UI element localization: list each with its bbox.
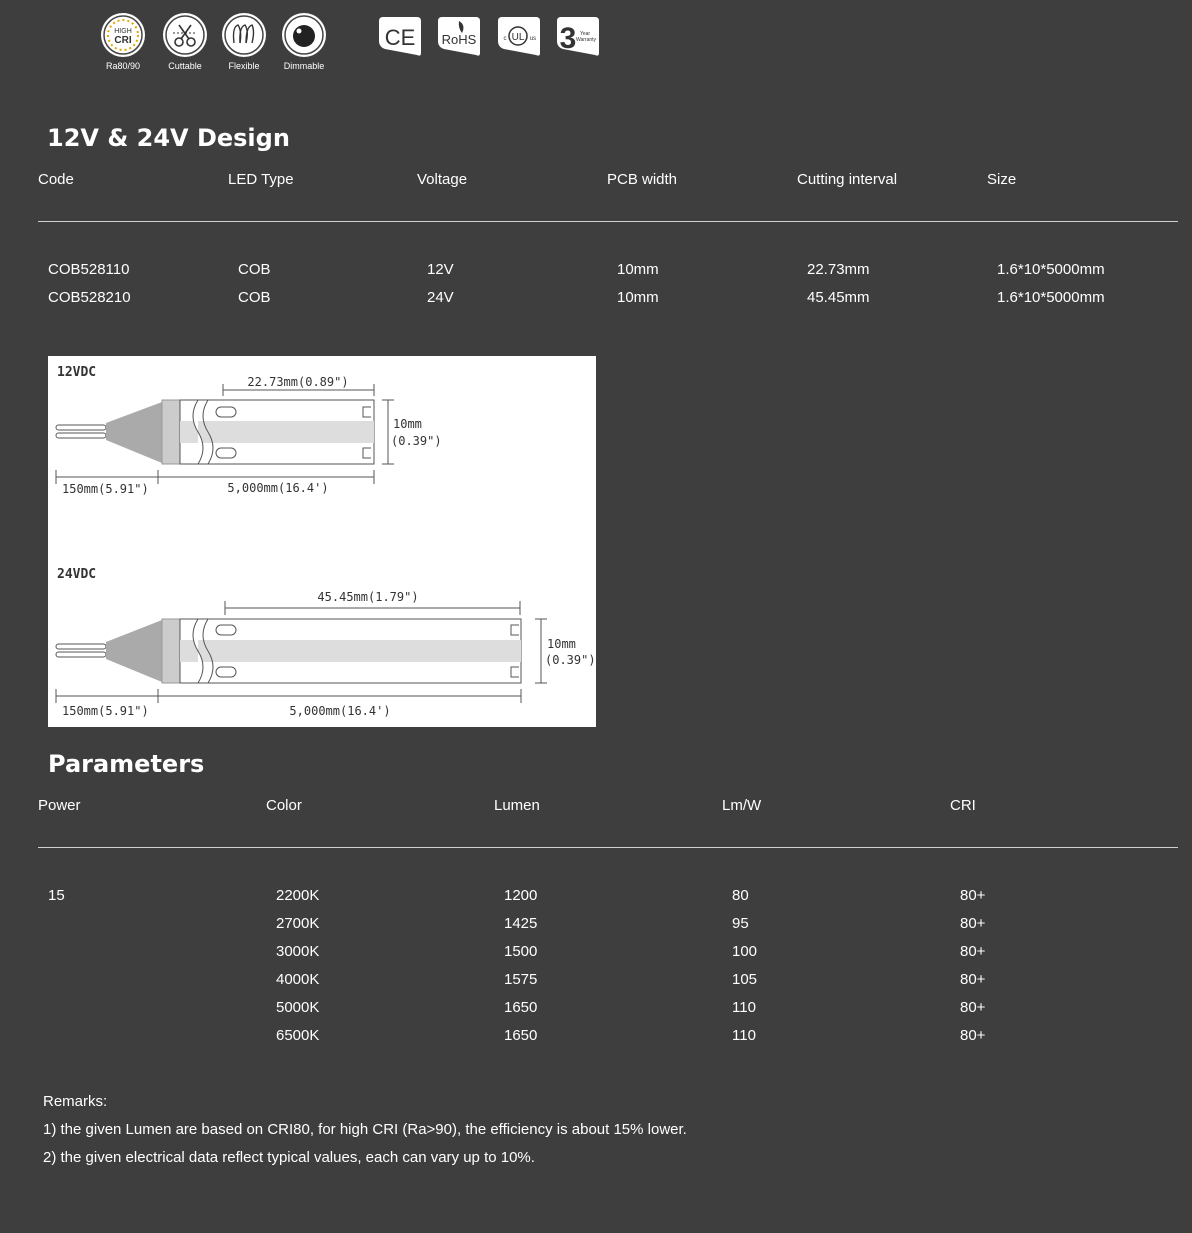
- ce-mark-icon: [377, 13, 423, 59]
- cutting-interval-cell: 22.73mm: [807, 261, 870, 278]
- lm-w-cell: 80: [732, 887, 749, 904]
- color-cell: 5000K: [276, 999, 320, 1016]
- cri-cell: 80+: [960, 887, 986, 904]
- lumen-cell: 1425: [504, 915, 538, 932]
- col-header-lm-w: Lm/W: [722, 797, 762, 814]
- size-cell: 1.6*10*5000mm: [997, 261, 1105, 278]
- lumen-cell: 1650: [504, 999, 538, 1016]
- cri-cell: 80+: [960, 999, 986, 1016]
- warranty-3-year-icon: [555, 13, 601, 59]
- color-cell: 2700K: [276, 915, 320, 932]
- svg-text:c: c: [503, 36, 507, 42]
- width-label-24v: 10mm: [547, 637, 576, 651]
- cri-cell: 80+: [960, 971, 986, 988]
- lumen-cell: 1500: [504, 943, 538, 960]
- led-type-cell: COB: [238, 289, 271, 306]
- svg-text:CRI: CRI: [114, 35, 132, 46]
- pcb-width-cell: 10mm: [617, 261, 659, 278]
- code-cell: COB528210: [48, 289, 131, 306]
- power-cell: 15: [48, 887, 65, 904]
- lead-label-24v: 150mm(5.91"): [62, 704, 149, 718]
- lm-w-cell: 110: [732, 999, 756, 1016]
- feature-high-cri: [98, 13, 148, 71]
- feature-label: Dimmable: [283, 61, 325, 71]
- col-header-cri: CRI: [950, 797, 976, 814]
- lm-w-cell: 95: [732, 915, 749, 932]
- strip-dimension-drawing: [48, 356, 596, 727]
- color-cell: 6500K: [276, 1027, 320, 1044]
- color-cell: 3000K: [276, 943, 320, 960]
- width-inch-label-12v: (0.39"): [391, 434, 442, 448]
- rohs-mark-icon: [436, 13, 482, 59]
- col-header-color: Color: [266, 797, 302, 814]
- ul-mark-icon: [496, 13, 542, 59]
- flexible-strip-icon: [222, 13, 266, 57]
- voltage-cell: 24V: [427, 289, 454, 306]
- voltage-cell: 12V: [427, 261, 454, 278]
- svg-text:HIGH: HIGH: [114, 28, 132, 35]
- cri-cell: 80+: [960, 943, 986, 960]
- color-cell: 4000K: [276, 971, 320, 988]
- label-24vdc: 24VDC: [57, 567, 97, 582]
- design-divider: [38, 221, 1178, 222]
- remark-line: 2) the given electrical data reflect typical values, each can vary up to 10%.: [43, 1149, 535, 1166]
- dimmer-knob-icon: [282, 13, 326, 57]
- col-header-power: Power: [38, 797, 81, 814]
- color-cell: 2200K: [276, 887, 320, 904]
- col-header-led-type: LED Type: [228, 171, 294, 188]
- col-header-cutting-interval: Cutting interval: [797, 171, 898, 188]
- remark-line: 1) the given Lumen are based on CRI80, for high CRI (Ra>90), the efficiency is about 15% lower.: [43, 1121, 687, 1138]
- feature-flexible: [219, 13, 269, 71]
- svg-text:us: us: [529, 36, 537, 42]
- svg-text:CE: CE: [384, 25, 416, 50]
- remarks-title: Remarks:: [43, 1093, 108, 1110]
- svg-text:Warranty: Warranty: [575, 37, 597, 43]
- lm-w-cell: 100: [732, 943, 758, 960]
- col-header-code: Code: [38, 171, 74, 188]
- parameters-title: Parameters: [48, 750, 205, 778]
- feature-cuttable: [160, 13, 210, 71]
- svg-text:3: 3: [559, 22, 577, 55]
- col-header-pcb-width: PCB width: [607, 171, 678, 188]
- length-label-24v: 5,000mm(16.4'): [289, 704, 391, 718]
- width-inch-label-24v: (0.39"): [545, 653, 596, 667]
- size-cell: 1.6*10*5000mm: [997, 289, 1105, 306]
- feature-dimmable: [279, 13, 329, 71]
- feature-label: Flexible: [228, 61, 260, 71]
- strip-12v-drawing: [56, 400, 374, 464]
- col-header-lumen: Lumen: [494, 797, 540, 814]
- col-header-size: Size: [987, 171, 1017, 188]
- high-cri-icon: [101, 13, 145, 57]
- lumen-cell: 1200: [504, 887, 538, 904]
- cutting-interval-cell: 45.45mm: [807, 289, 870, 306]
- feature-label: Ra80/90: [105, 61, 141, 71]
- lm-w-cell: 110: [732, 1027, 756, 1044]
- scissors-icon: [163, 13, 207, 57]
- code-cell: COB528110: [48, 261, 130, 278]
- col-header-voltage: Voltage: [417, 171, 468, 188]
- led-type-cell: COB: [238, 261, 271, 278]
- width-label-12v: 10mm: [393, 417, 422, 431]
- design-title: 12V & 24V Design: [47, 124, 290, 152]
- svg-text:Year: Year: [579, 31, 591, 37]
- cut-label-12v: 22.73mm(0.89"): [247, 375, 349, 389]
- parameters-divider: [38, 847, 1178, 848]
- cri-cell: 80+: [960, 1027, 986, 1044]
- strip-24v-drawing: [56, 619, 521, 683]
- lumen-cell: 1575: [504, 971, 538, 988]
- svg-text:UL: UL: [511, 32, 525, 43]
- svg-text:RoHS: RoHS: [441, 32, 477, 47]
- label-12vdc: 12VDC: [57, 365, 97, 380]
- lead-label-12v: 150mm(5.91"): [62, 482, 149, 496]
- feature-label: Cuttable: [168, 61, 202, 71]
- cri-cell: 80+: [960, 915, 986, 932]
- lumen-cell: 1650: [504, 1027, 538, 1044]
- cut-label-24v: 45.45mm(1.79"): [317, 590, 419, 604]
- lm-w-cell: 105: [732, 971, 758, 988]
- length-label-12v: 5,000mm(16.4'): [227, 481, 329, 495]
- pcb-width-cell: 10mm: [617, 289, 659, 306]
